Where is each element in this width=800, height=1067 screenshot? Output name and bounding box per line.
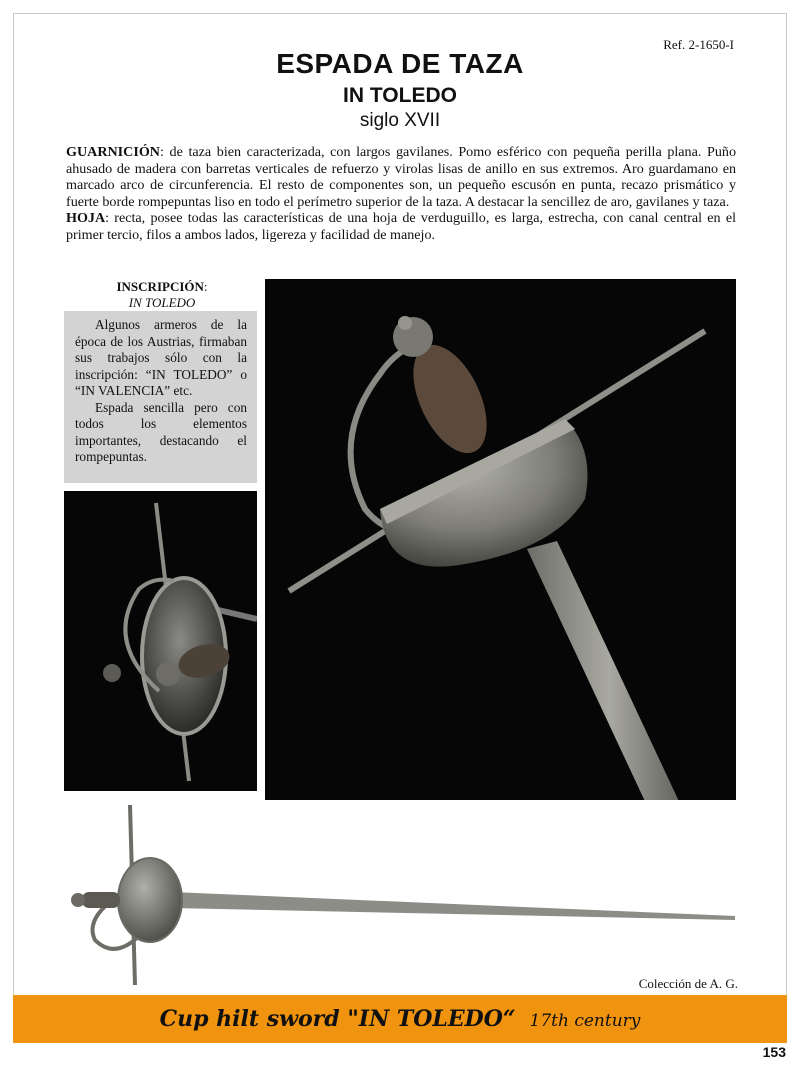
english-title-banner [13, 995, 787, 1043]
full-sword-photo [60, 800, 740, 990]
reference-number: Ref. 2-1650-I [663, 37, 734, 52]
hoja-label: HOJA [66, 210, 106, 226]
main-sword-illustration [265, 279, 736, 827]
hilt-detail-illustration [64, 491, 257, 791]
guarnicion-text: : de taza bien caracterizada, con largos gavilanes. Pomo esférico con pequeña perilla plana. Puño ahusado de madera con barretas verticales de refuerzo y virolas lisas de anillo en sus extremos. Aro guardamano en marcado arco de circunferencia. El resto de componentes son, un pequeño escusón en punta, recazo prismático y fuerte borde rompepuntas liso en todo el perímetro superior de la taza. A destacar la sencillez de aro, gavilanes y taza. [66, 144, 736, 210]
century-label: siglo XVII [359, 110, 441, 131]
inscription-note-paragraph-1: Algunos armeros de la época de los Austrias, firmaban sus trabajos sólo con la inscripción: “IN TOLEDO” o “IN VALENCIA” etc. [75, 317, 247, 398]
description-block [66, 144, 736, 243]
hilt-detail-photo [64, 491, 257, 791]
inscription-value: IN TOLEDO [128, 295, 196, 310]
full-sword-illustration [60, 800, 740, 990]
page-title: ESPADA DE TAZA [276, 48, 524, 79]
inscription-note-paragraph-2: Espada sencilla pero con todos los elementos importantes, destacando el rompepuntas. [75, 399, 247, 464]
inscription-heading [64, 279, 260, 311]
page-number: 153 [762, 1044, 786, 1060]
inscription-colon: : [203, 279, 208, 294]
guarnicion-label: GUARNICIÓN [66, 144, 160, 160]
english-title: Cup hilt sword "IN TOLEDO“ [159, 1006, 516, 1032]
page-subtitle: IN TOLEDO [343, 84, 457, 107]
inscription-note-box [64, 311, 257, 483]
english-century: 17th century [529, 1011, 641, 1031]
hoja-text: : recta, posee todas las características de una hoja de verduguillo, es larga, estrecha, con canal central en el primer tercio, filos a ambos lados, ligereza y facilidad de manejo. [66, 210, 736, 243]
main-sword-photo [265, 279, 736, 827]
collection-credit: Colección de A. G. [638, 976, 738, 991]
inscription-label: INSCRIPCIÓN [116, 279, 204, 294]
